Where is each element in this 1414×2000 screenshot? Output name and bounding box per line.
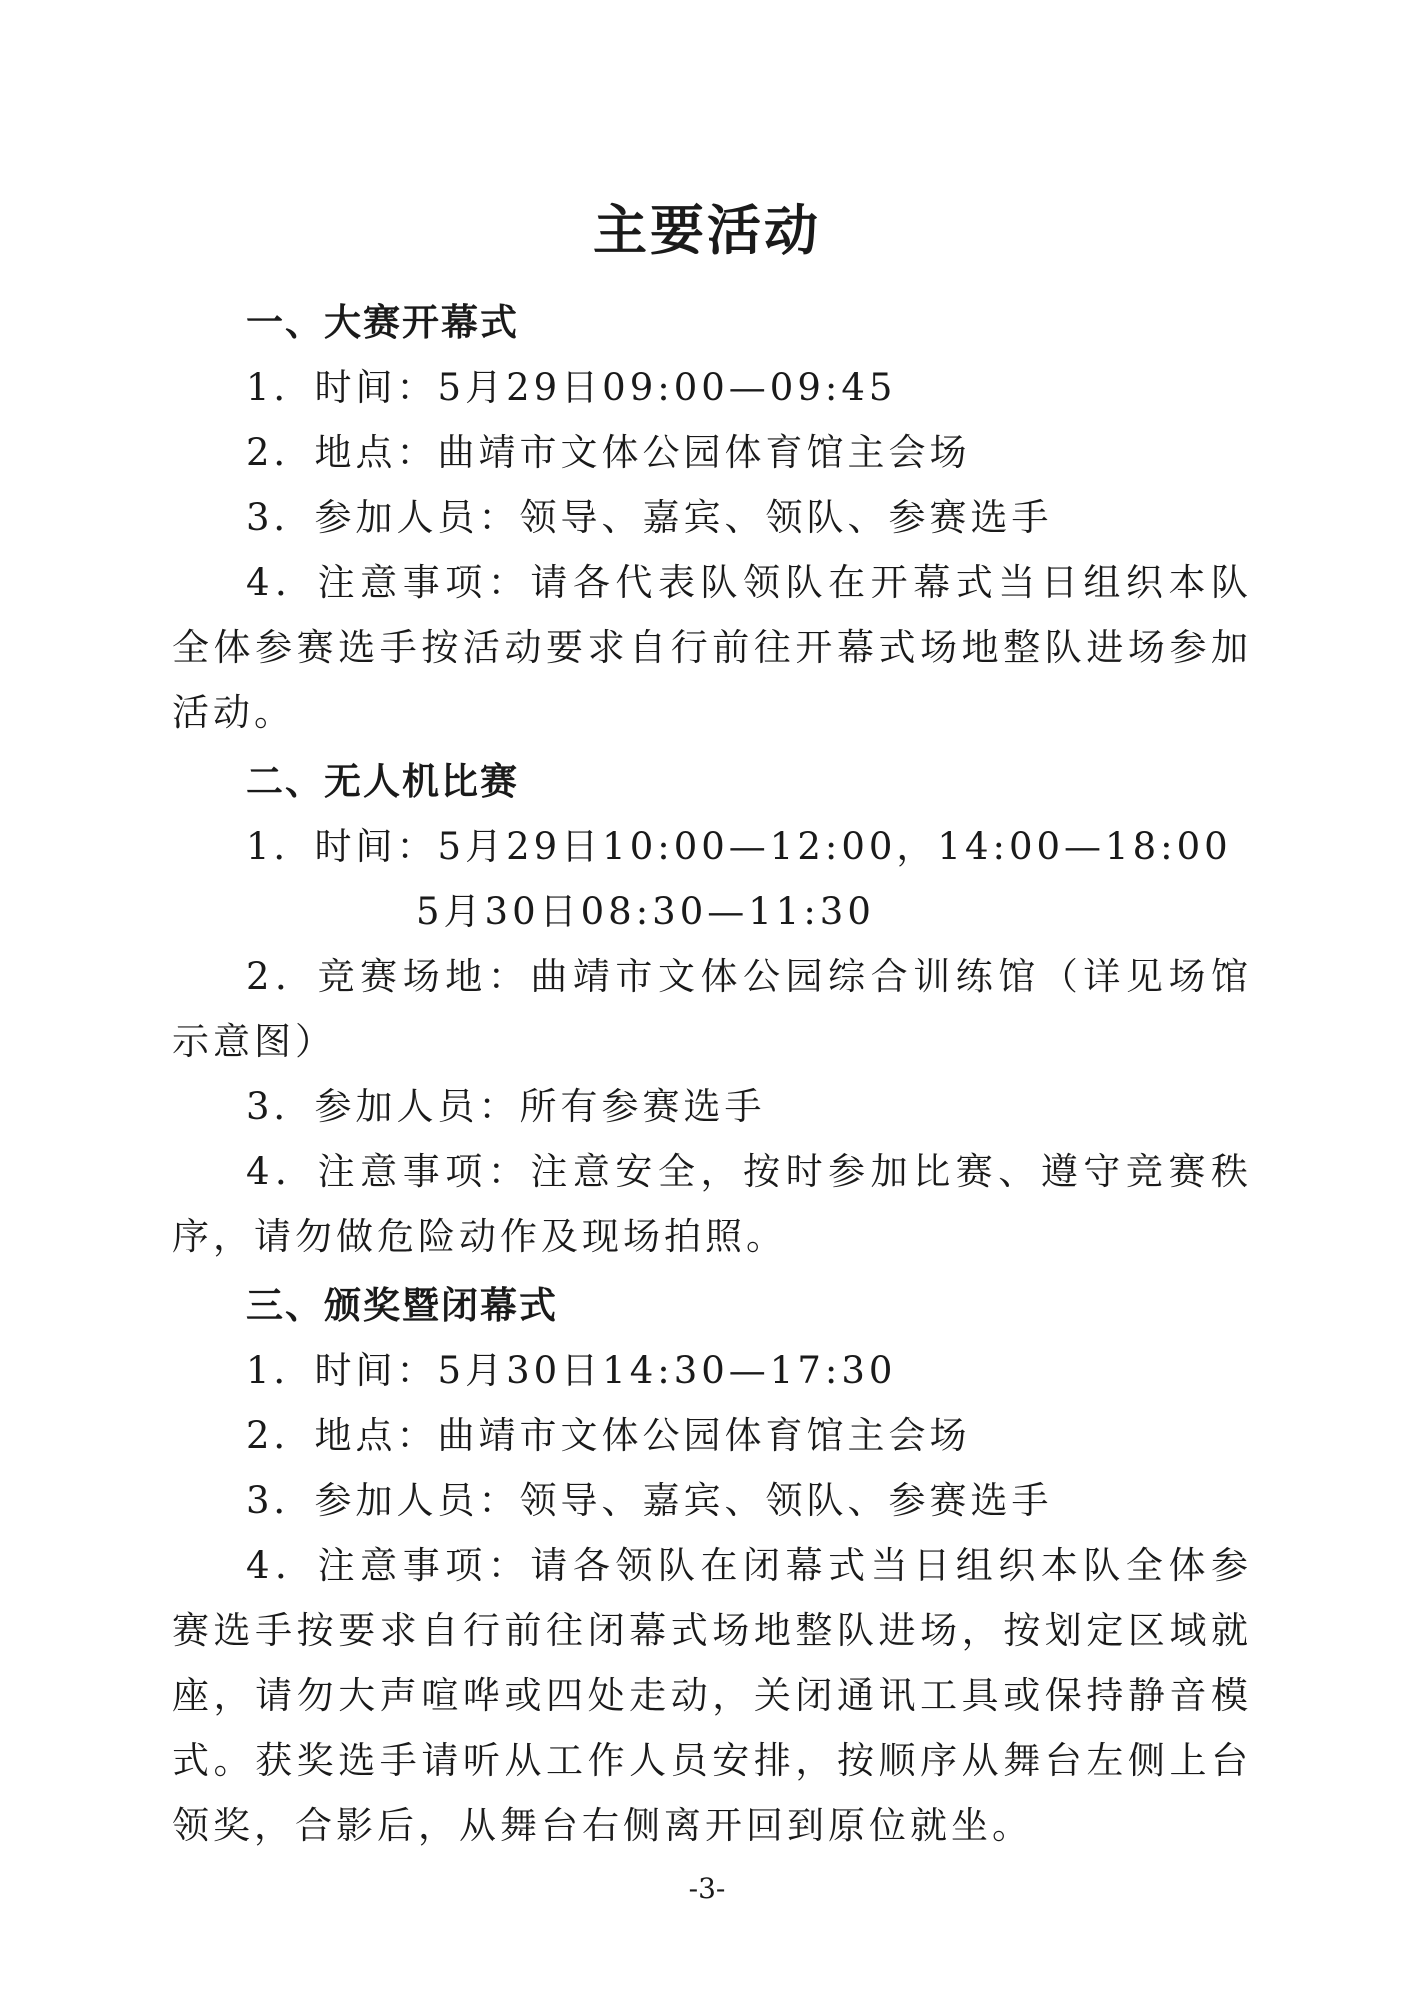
list-item: 4．注意事项：注意安全，按时参加比赛、遵守竞赛秩序，请勿做危险动作及现场拍照。 [172,1150,1252,1258]
section-heading: 二、无人机比赛 [246,760,519,803]
section-heading: 一、大赛开幕式 [246,301,519,344]
list-item: 3．参加人员：领导、嘉宾、领队、参赛选手 [246,1479,1053,1522]
list-item: 4．注意事项：请各领队在闭幕式当日组织本队全体参赛选手按要求自行前往闭幕式场地整队进场，按划定区域就座，请勿大声喧哗或四处走动，关闭通讯工具或保持静音模式。获奖选手请听从工作人员安排，按顺序从舞台左侧上台领奖，合影后，从舞台右侧离开回到原位就坐。 [172,1544,1252,1847]
section-awards-closing-ceremony [172,1273,1252,1858]
list-item: 1．时间：5月30日14:30—17:30 [246,1349,897,1392]
list-item: 1．时间：5月29日09:00—09:45 [246,366,897,409]
list-item-continuation: 5月30日08:30—11:30 [416,890,875,933]
document-body [172,290,1252,1862]
section-drone-competition [172,749,1252,1269]
section-heading: 三、颁奖暨闭幕式 [246,1284,558,1327]
page-number: -3- [688,1872,726,1905]
list-item: 4．注意事项：请各代表队领队在开幕式当日组织本队全体参赛选手按活动要求自行前往开幕式场地整队进场参加活动。 [172,561,1252,734]
list-item: 2．地点：曲靖市文体公园体育馆主会场 [246,431,971,474]
section-opening-ceremony [172,290,1252,745]
list-item: 2．地点：曲靖市文体公园体育馆主会场 [246,1414,971,1457]
page-title: 主要活动 [593,199,821,262]
list-item: 1．时间：5月29日10:00—12:00，14:00—18:00 [246,825,1232,868]
list-item: 3．参加人员：所有参赛选手 [246,1085,766,1128]
list-item: 2．竞赛场地：曲靖市文体公园综合训练馆（详见场馆示意图） [172,955,1252,1063]
list-item: 3．参加人员：领导、嘉宾、领队、参赛选手 [246,496,1053,539]
